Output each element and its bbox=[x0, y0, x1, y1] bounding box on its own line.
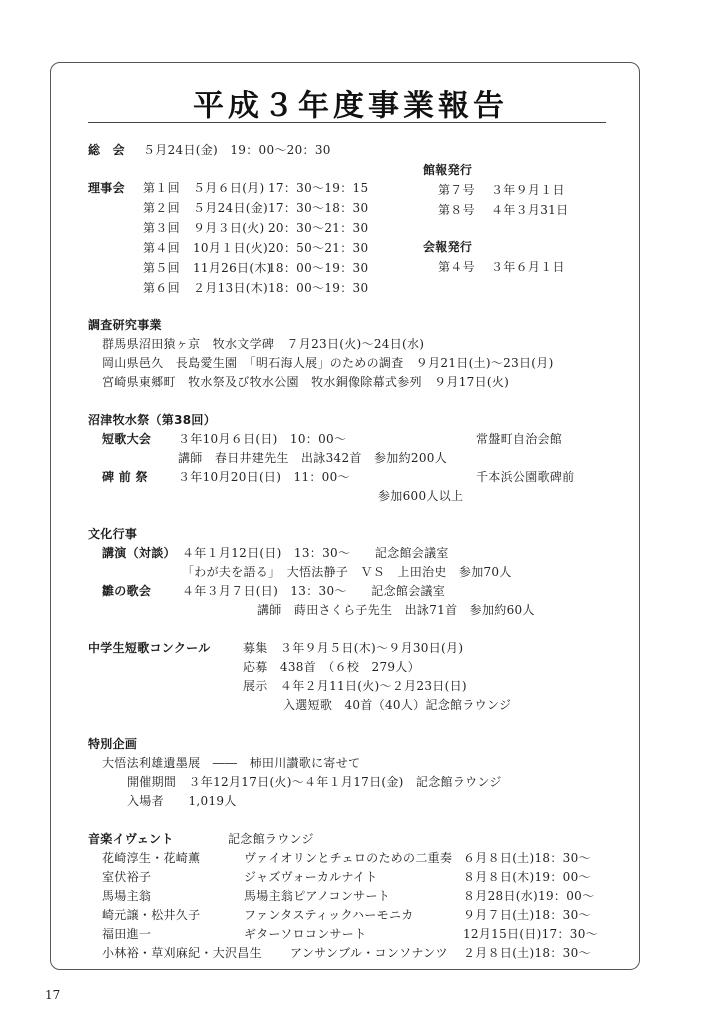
music-event: アンサンブル・コンソナンツ bbox=[290, 946, 448, 960]
lecture-label: 講演（対談） bbox=[102, 546, 176, 560]
music-performer: 崎元譲・松井久子 bbox=[102, 908, 201, 922]
monument-place: 千本浜公園歌碑前 bbox=[476, 470, 575, 484]
newsletter-label: 会報発行 bbox=[423, 240, 473, 254]
monument-date: ３年10月20日(日) 11：00～ bbox=[178, 470, 350, 484]
monument-label: 碑 前 祭 bbox=[102, 470, 148, 484]
board-no: 第２回 bbox=[143, 201, 180, 215]
music-event: ギターソロコンサート bbox=[244, 927, 367, 941]
festival-label: 沼津牧水祭（第38回） bbox=[88, 413, 216, 427]
board-date: 11月26日(木) bbox=[193, 261, 272, 275]
music-label: 音楽イヴェント bbox=[88, 832, 174, 846]
board-time: 18：00～19：30 bbox=[268, 261, 369, 275]
board-no: 第４回 bbox=[143, 241, 180, 255]
lecture-date: ４年１月12日(日) 13：30～ 記念館会議室 bbox=[182, 546, 449, 560]
board-time: 17：30～18：30 bbox=[268, 201, 369, 215]
board-date: 10月１日(火) bbox=[193, 241, 269, 255]
music-performer: 小林裕・草刈麻紀・大沢昌生 bbox=[102, 946, 262, 960]
general-meeting-label: 総 会 bbox=[88, 143, 125, 157]
hina-label: 雛の歌会 bbox=[102, 584, 152, 598]
special-label: 特別企画 bbox=[88, 737, 138, 751]
hina-detail: 講師 蒔田さくら子先生 出詠71首 参加約60人 bbox=[257, 603, 535, 617]
board-date: ２月13日(木) bbox=[193, 281, 269, 295]
monument-detail: 参加600人以上 bbox=[378, 489, 464, 503]
music-event: 馬場主翁ピアノコンサート bbox=[244, 889, 391, 903]
board-time: 20：30～21：30 bbox=[268, 221, 369, 235]
research-item: 岡山県邑久 長島愛生園 「明石海人展」のための調査 ９月21日(土)～23日(月) bbox=[102, 356, 554, 370]
music-performer: 福田進一 bbox=[102, 927, 152, 941]
board-time: 17：30～19：15 bbox=[268, 181, 369, 195]
bulletin-date: ４年３月31日 bbox=[491, 203, 569, 217]
lecture-detail: 「わが夫を語る」 大悟法静子 ＶＳ 上田治史 参加70人 bbox=[182, 565, 512, 579]
music-date: ６月８日(土)18：30～ bbox=[463, 851, 591, 865]
music-venue: 記念館ラウンジ bbox=[228, 832, 314, 846]
special-title: 大悟法利雄遺墨展 ―― 柿田川讃歌に寄せて bbox=[102, 756, 361, 770]
music-date: ９月７日(土)18：30～ bbox=[463, 908, 591, 922]
board-time: 18：00～19：30 bbox=[268, 281, 369, 295]
bulletin-no: 第８号 bbox=[438, 203, 475, 217]
board-no: 第５回 bbox=[143, 261, 180, 275]
board-date: ５月６日(月) bbox=[193, 181, 265, 195]
music-event: ファンタスティックハーモニカ bbox=[244, 908, 414, 922]
contest-line: 入選短歌 40首（40人）記念館ラウンジ bbox=[283, 698, 512, 712]
research-item: 群馬県沼田猿ヶ京 牧水文学碑 ７月23日(火)～24日(水) bbox=[102, 337, 425, 351]
music-performer: 馬場主翁 bbox=[102, 889, 152, 903]
contest-line: 応募 438首 （６校 279人） bbox=[243, 660, 420, 674]
music-performer: 室伏裕子 bbox=[102, 870, 152, 884]
page-number: 17 bbox=[45, 988, 61, 1002]
tanka-detail: 講師 春日井建先生 出詠342首 参加約200人 bbox=[178, 451, 448, 465]
special-visitors: 入場者 1,019人 bbox=[127, 794, 237, 808]
special-period: 開催期間 ３年12月17日(火)～４年１月17日(金) 記念館ラウンジ bbox=[127, 775, 502, 789]
tanka-place: 常盤町自治会館 bbox=[476, 432, 563, 446]
board-no: 第６回 bbox=[143, 281, 180, 295]
music-date: ８月28日(水)19：00～ bbox=[463, 889, 595, 903]
title-rule bbox=[88, 122, 606, 123]
page-title: 平成３年度事業報告 bbox=[193, 88, 508, 124]
music-date: 12月15日(日)17：30～ bbox=[463, 927, 598, 941]
music-performer: 花崎淳生・花崎薫 bbox=[102, 851, 201, 865]
tanka-date: ３年10月６日(日) 10：00～ bbox=[178, 432, 347, 446]
board-no: 第３回 bbox=[143, 221, 180, 235]
board-label: 理事会 bbox=[88, 181, 125, 195]
general-meeting-date: ５月24日(金) 19：00～20：30 bbox=[143, 143, 331, 157]
contest-line: 募集 ３年９月５日(木)～９月30日(月) bbox=[243, 641, 464, 655]
research-label: 調査研究事業 bbox=[88, 318, 162, 332]
music-date: ２月８日(土)18：30～ bbox=[463, 946, 591, 960]
music-date: ８月８日(木)19：00～ bbox=[463, 870, 591, 884]
bulletin-date: ３年９月１日 bbox=[491, 183, 565, 197]
hina-date: ４年３月７日(日) 13：30～ 記念館会議室 bbox=[182, 584, 446, 598]
contest-label: 中学生短歌コンクール bbox=[88, 641, 211, 655]
board-no: 第１回 bbox=[143, 181, 180, 195]
contest-line: 展示 ４年２月11日(火)～２月23日(日) bbox=[243, 679, 467, 693]
board-date: ５月24日(金) bbox=[193, 201, 269, 215]
music-event: ヴァイオリンとチェロのための二重奏 bbox=[244, 851, 453, 865]
music-event: ジャズヴォーカルナイト bbox=[244, 870, 378, 884]
research-item: 宮崎県東郷町 牧水祭及び牧水公園 牧水銅像除幕式参列 ９月17日(火) bbox=[102, 375, 510, 389]
bulletin-no: 第７号 bbox=[438, 183, 475, 197]
board-date: ９月３日(火) bbox=[193, 221, 265, 235]
tanka-label: 短歌大会 bbox=[102, 432, 152, 446]
newsletter-date: ３年６月１日 bbox=[491, 260, 565, 274]
culture-label: 文化行事 bbox=[88, 527, 138, 541]
board-time: 20：50～21：30 bbox=[268, 241, 369, 255]
newsletter-no: 第４号 bbox=[438, 260, 475, 274]
bulletin-label: 館報発行 bbox=[423, 163, 473, 177]
